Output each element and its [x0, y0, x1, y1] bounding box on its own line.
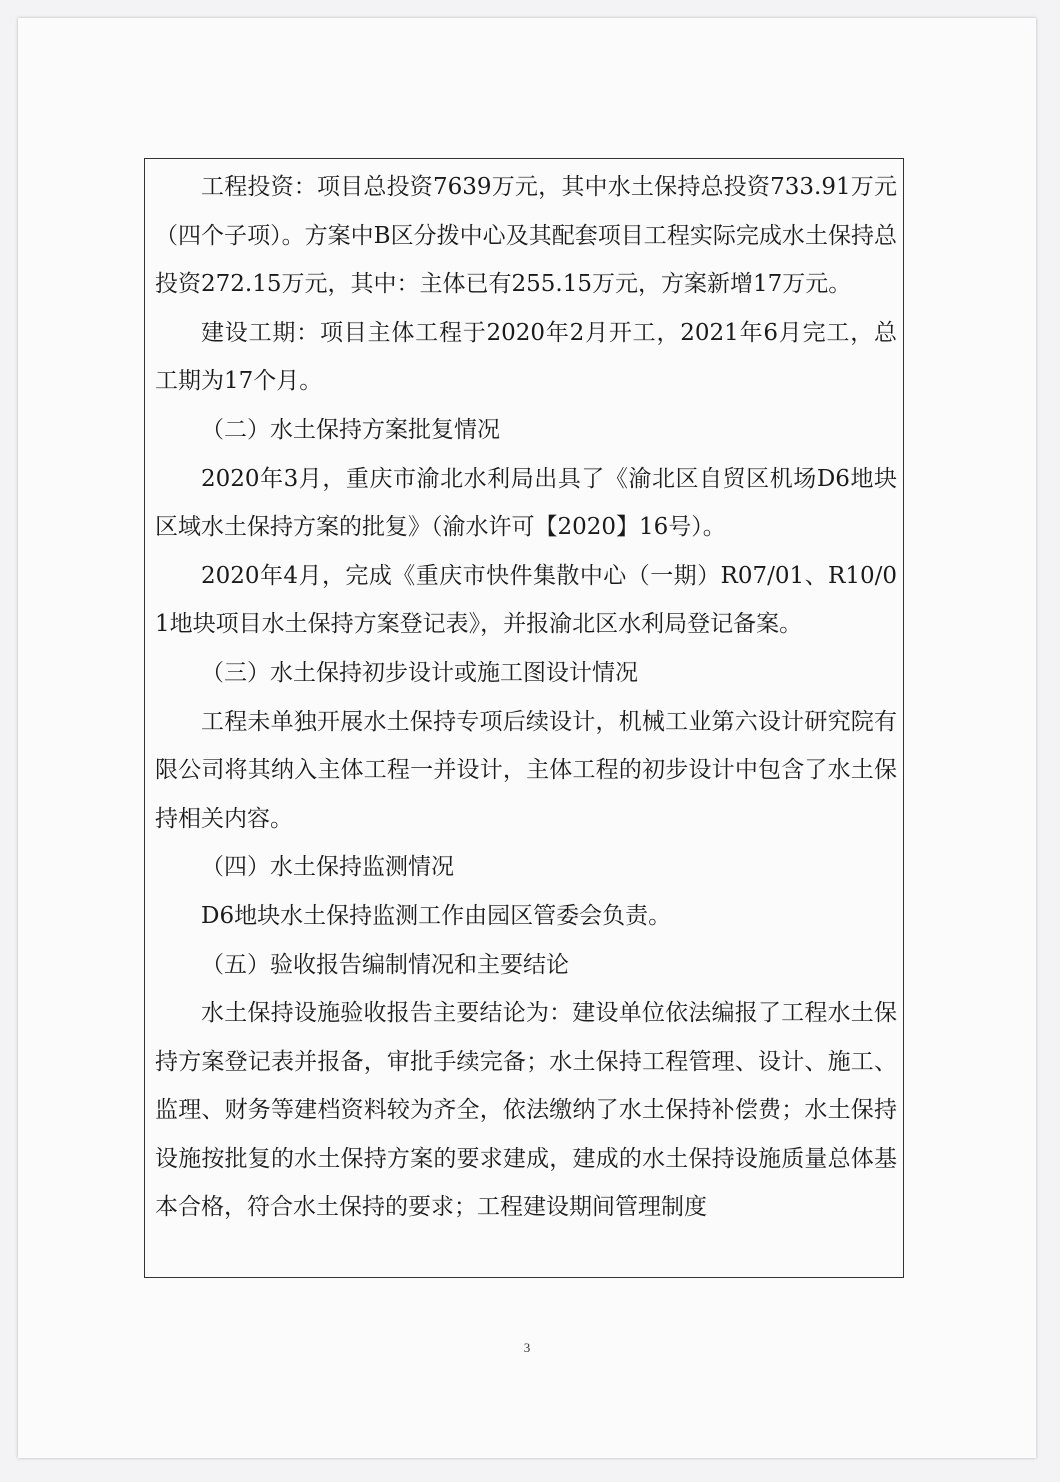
- paragraph-monitoring: D6地块水土保持监测工作由园区管委会负责。: [201, 902, 672, 929]
- section-heading-5: （五）验收报告编制情况和主要结论: [201, 951, 569, 978]
- paragraph-investment: 工程投资：项目总投资7639万元，其中水土保持总投资733.91万元（四个子项）。方案中B区分拨中心及其配套项目工程实际完成水土保持总投资272.15万元，其中：主体已有255.15万元，方案新增17万元。: [155, 174, 897, 298]
- document-body: [155, 163, 897, 1232]
- paragraph-approval: 2020年3月，重庆市渝北水利局出具了《渝北区自贸区机场D6地块区域水土保持方案的批复》（渝水许可【2020】16号）。: [155, 465, 897, 541]
- paragraph-design: 工程未单独开展水土保持专项后续设计，机械工业第六设计研究院有限公司将其纳入主体工程一并设计，主体工程的初步设计中包含了水土保持相关内容。: [155, 708, 897, 832]
- page-number: 3: [523, 1340, 531, 1355]
- section-heading-3: （三）水土保持初步设计或施工图设计情况: [201, 659, 638, 686]
- paragraph-schedule: 建设工期：项目主体工程于2020年2月开工，2021年6月完工，总工期为17个月。: [155, 319, 897, 395]
- document-page: [18, 18, 1036, 1458]
- paragraph-conclusion: 水土保持设施验收报告主要结论为：建设单位依法编报了工程水土保持方案登记表并报备，审批手续完备；水土保持工程管理、设计、施工、监理、财务等建档资料较为齐全，依法缴纳了水土保持补偿费；水土保持设施按批复的水土保持方案的要求建成，建成的水土保持设施质量总体基本合格，符合水土保持的要求；工程建设期间管理制度: [155, 1000, 897, 1221]
- section-heading-2: （二）水土保持方案批复情况: [201, 416, 500, 443]
- section-heading-4: （四）水土保持监测情况: [201, 854, 454, 881]
- text-frame: [144, 158, 904, 1278]
- paragraph-registration: 2020年4月，完成《重庆市快件集散中心（一期）R07/01、R10/01地块项目水土保持方案登记表》，并报渝北区水利局登记备案。: [155, 562, 897, 638]
